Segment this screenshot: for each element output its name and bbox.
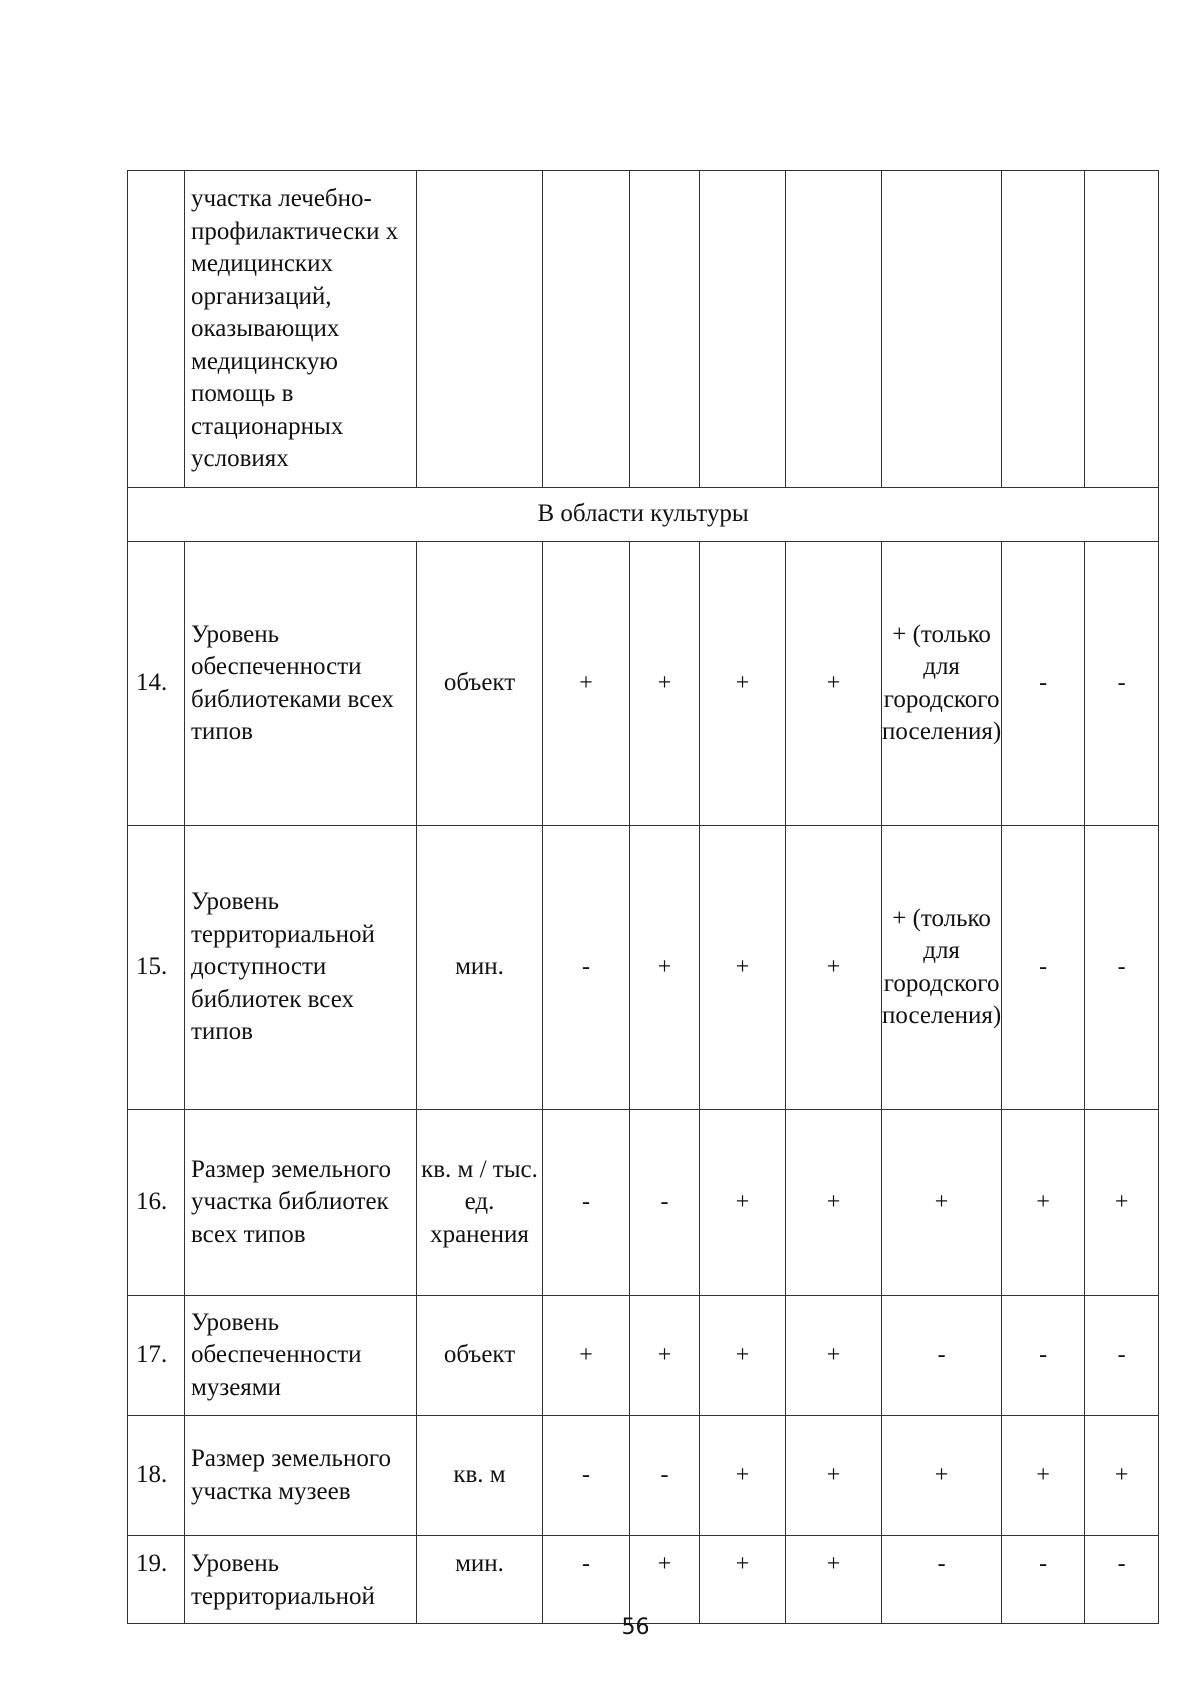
row-number: 16.: [128, 1110, 185, 1296]
indicator-name: Размер земельного участка библиотек всех типов: [185, 1110, 417, 1296]
page-number: 56: [621, 1615, 650, 1640]
table-row: [128, 1536, 1159, 1624]
value-cell: -: [543, 826, 630, 1110]
value-cell: -: [630, 1110, 700, 1296]
value-cell: -: [1002, 542, 1085, 826]
value-cell: -: [882, 1536, 1002, 1624]
value-cell: + (только для городского поселения): [882, 542, 1002, 826]
indicator-name-cell: участка лечебно-профилактически х медицинских организаций, оказывающих медицинскую помощь в стационарных условиях: [185, 171, 417, 488]
value-cell: -: [543, 1416, 630, 1536]
section-title: В области культуры: [128, 488, 1159, 542]
value-cell: [786, 171, 882, 488]
unit: объект: [417, 1296, 543, 1416]
value-cell: +: [882, 1110, 1002, 1296]
value-cell: [630, 171, 700, 488]
value-cell: +: [700, 1296, 786, 1416]
value-cell: -: [630, 1416, 700, 1536]
value-cell: [1002, 171, 1085, 488]
indicators-table: [127, 170, 1159, 1624]
value-cell: -: [543, 1536, 630, 1624]
value-cell: -: [1085, 826, 1159, 1110]
value-cell: +: [786, 542, 882, 826]
value-cell: +: [700, 1536, 786, 1624]
row-number: 14.: [128, 542, 185, 826]
value-cell: [700, 171, 786, 488]
value-cell: -: [882, 1296, 1002, 1416]
value-cell: +: [1085, 1416, 1159, 1536]
value-cell: +: [543, 1296, 630, 1416]
value-cell: +: [882, 1416, 1002, 1536]
value-cell: [882, 171, 1002, 488]
value-cell: +: [786, 826, 882, 1110]
value-cell: +: [700, 1416, 786, 1536]
value-cell: +: [1002, 1110, 1085, 1296]
value-cell: +: [786, 1536, 882, 1624]
unit-cell: [417, 171, 543, 488]
value-cell: [543, 171, 630, 488]
table-row: [128, 1296, 1159, 1416]
value-cell: -: [1085, 1296, 1159, 1416]
unit: кв. м / тыс. ед. хранения: [417, 1110, 543, 1296]
row-number: 15.: [128, 826, 185, 1110]
section-row: [128, 488, 1159, 542]
table-row: [128, 826, 1159, 1110]
row-number-cell: [128, 171, 185, 488]
value-cell: -: [1085, 1536, 1159, 1624]
value-cell: +: [1085, 1110, 1159, 1296]
unit: кв. м: [417, 1416, 543, 1536]
value-cell: +: [543, 542, 630, 826]
row-number: 18.: [128, 1416, 185, 1536]
row-number: 17.: [128, 1296, 185, 1416]
value-cell: -: [1085, 542, 1159, 826]
value-cell: -: [1002, 1296, 1085, 1416]
value-cell: -: [1002, 826, 1085, 1110]
table-row: [128, 1110, 1159, 1296]
unit: мин.: [417, 1536, 543, 1624]
value-cell: +: [1002, 1416, 1085, 1536]
indicator-name: Размер земельного участка музеев: [185, 1416, 417, 1536]
value-cell: +: [700, 1110, 786, 1296]
indicator-name: Уровень территориальной: [185, 1536, 417, 1624]
value-cell: +: [786, 1296, 882, 1416]
value-cell: +: [786, 1110, 882, 1296]
table-row-continuation: [128, 171, 1159, 488]
value-cell: +: [630, 1296, 700, 1416]
value-cell: +: [700, 826, 786, 1110]
value-cell: +: [630, 1536, 700, 1624]
value-cell: +: [630, 542, 700, 826]
value-cell: [1085, 171, 1159, 488]
row-number: 19.: [128, 1536, 185, 1624]
table-row: [128, 542, 1159, 826]
value-cell: -: [543, 1110, 630, 1296]
table-row: [128, 1416, 1159, 1536]
indicator-name: Уровень обеспеченности библиотеками всех типов: [185, 542, 417, 826]
value-cell: +: [630, 826, 700, 1110]
indicator-name: Уровень обеспеченности музеями: [185, 1296, 417, 1416]
value-cell: + (только для городского поселения): [882, 826, 1002, 1110]
unit: мин.: [417, 826, 543, 1110]
value-cell: +: [700, 542, 786, 826]
value-cell: +: [786, 1416, 882, 1536]
value-cell: -: [1002, 1536, 1085, 1624]
unit: объект: [417, 542, 543, 826]
indicator-name: Уровень территориальной доступности библиотек всех типов: [185, 826, 417, 1110]
